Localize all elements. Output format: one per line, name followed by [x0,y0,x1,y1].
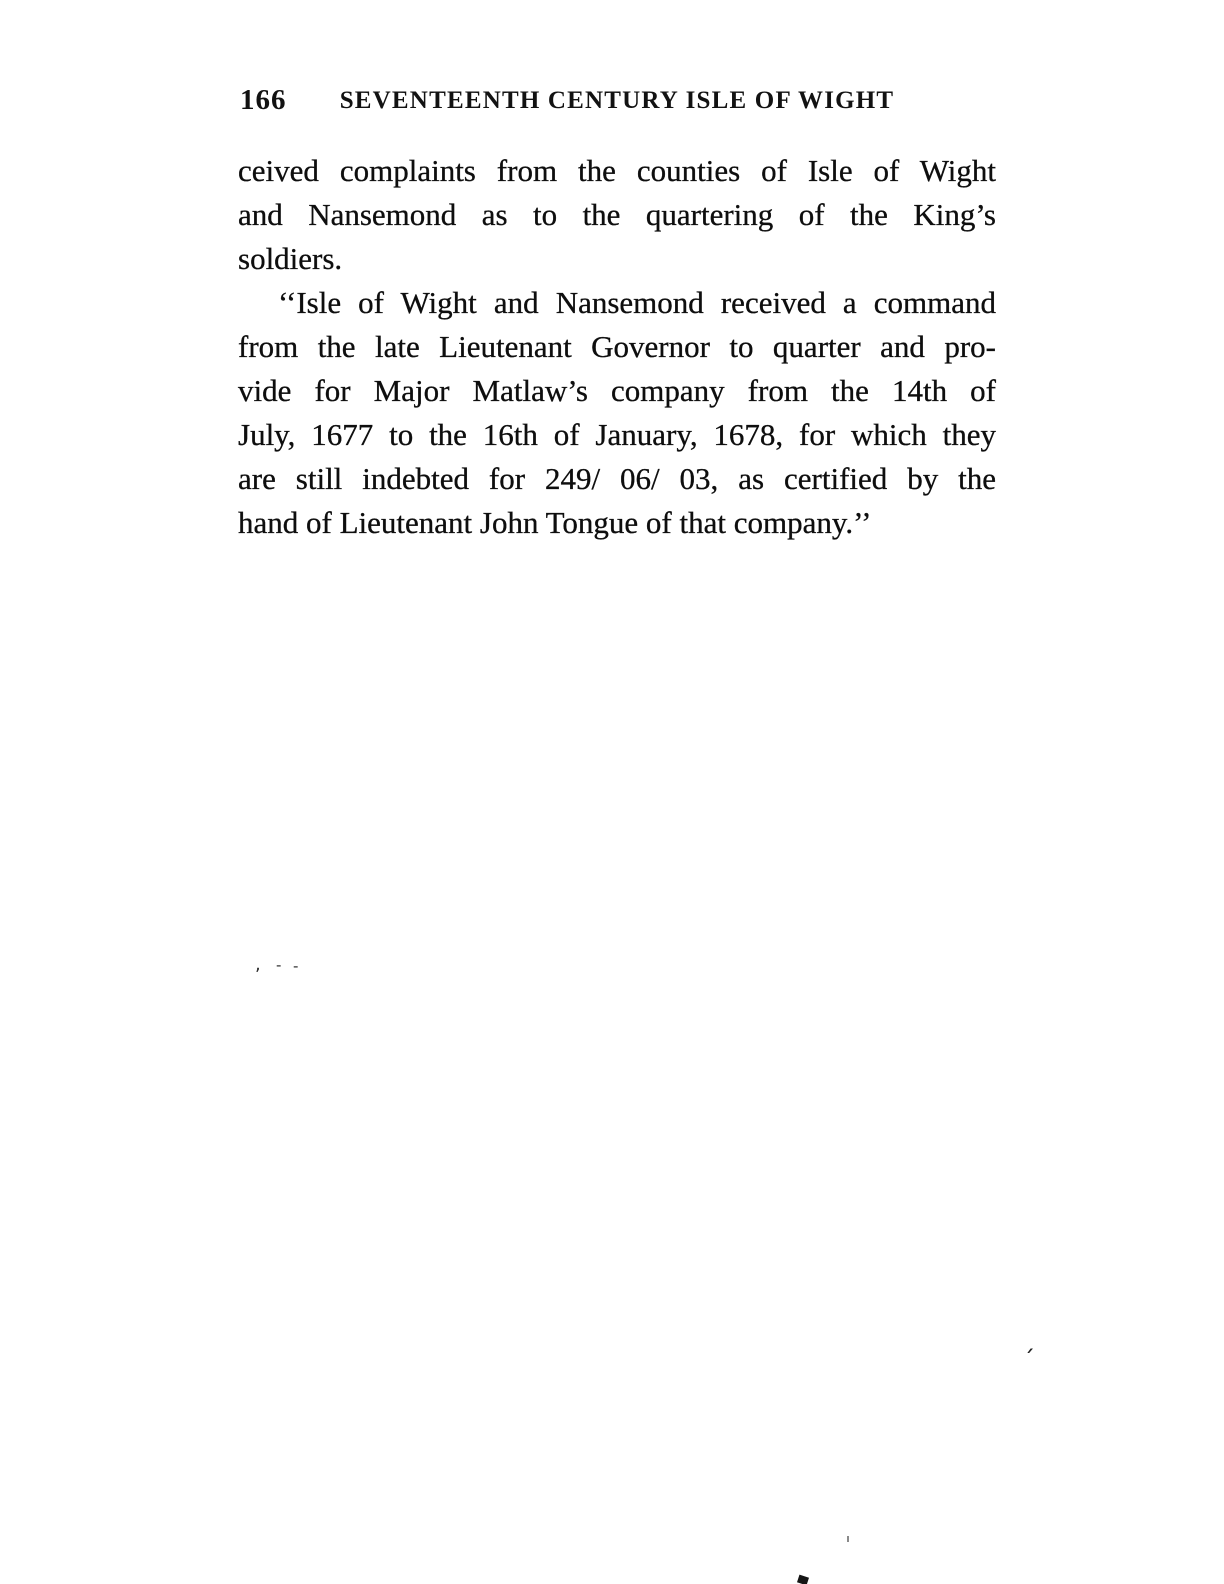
text-line: are still indebted for 249/ 06/ 03, as certified by the [238,461,996,496]
page-number: 166 [240,84,287,116]
scan-speck-tick [847,1536,849,1542]
text-line: vide for Major Matlaw’s company from the 14th of [238,373,996,408]
running-head [238,84,996,124]
text-line: from the late Lieutenant Governor to quarter and pro- [238,329,996,364]
text-line: soldiers. [238,241,343,276]
paragraph-1 [238,149,996,281]
text-line: July, 1677 to the 16th of January, 1678, for which they [238,417,996,452]
scan-speck-corner [797,1575,809,1584]
text-line: hand of Lieutenant John Tongue of that company.’’ [238,505,872,540]
scan-speck-comma: , [255,954,261,975]
running-title: SEVENTEENTH CENTURY ISLE OF WIGHT [339,87,895,114]
scan-speck-accent: ´ [1023,1346,1035,1374]
scan-speck-dash: - [293,957,299,975]
body-text [238,149,996,545]
text-line: and Nansemond as to the quartering of the King’s [238,197,996,232]
scan-speck-dash: - [276,956,282,974]
paragraph-2 [238,281,996,545]
text-line: ‘‘Isle of Wight and Nansemond received a command [278,285,996,320]
text-line: ceived complaints from the counties of Isle of Wight [238,153,996,188]
